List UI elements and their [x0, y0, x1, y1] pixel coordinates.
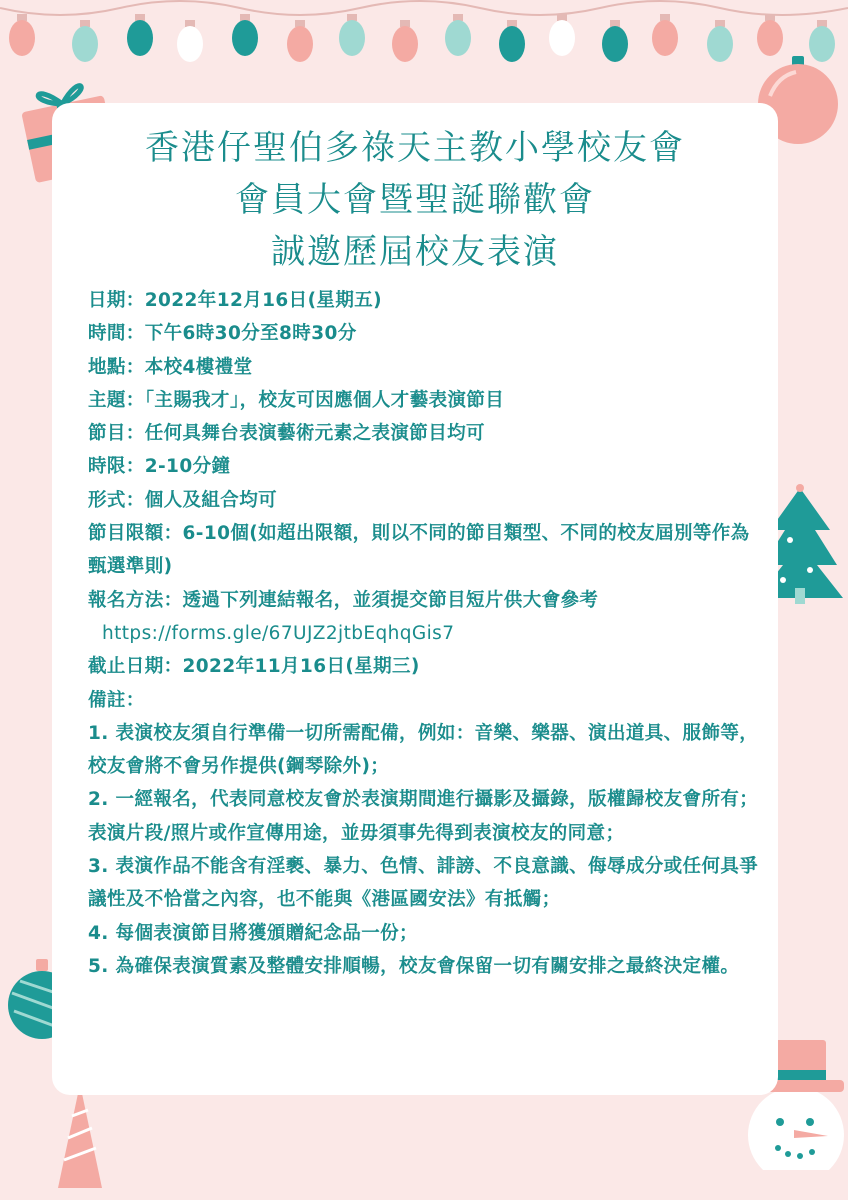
note-item-3: 3. 表演作品不能含有淫褻、暴力、色情、誹謗、不良意識、侮辱成分或任何具爭議性及不恰當之內容，也不能與《港區國安法》有抵觸；: [88, 856, 759, 911]
detail-signup: 報名方法：透過下列連結報名，並須提交節目短片供大會參考: [88, 589, 599, 611]
detail-theme: 主題：「主賜我才」，校友可因應個人才藝表演節目: [88, 389, 505, 411]
title-line-2: 會員大會暨聖誕聯歡會: [235, 180, 595, 220]
bulb-cap: [80, 20, 90, 27]
light-bulb: [232, 20, 258, 56]
detail-format: 形式：個人及組合均可: [88, 489, 278, 511]
light-bulb: [707, 26, 733, 62]
light-bulb: [339, 20, 365, 56]
bulb-cap: [295, 20, 305, 27]
detail-time: 時間：下午6時30分至8時30分: [88, 323, 357, 345]
light-bulb: [177, 26, 203, 62]
light-bulb: [9, 20, 35, 56]
bulb-cap: [817, 20, 827, 27]
event-details: [88, 284, 768, 983]
bulb-cap: [557, 14, 567, 21]
bulb-cap: [135, 14, 145, 21]
light-bulb: [287, 26, 313, 62]
bulb-cap: [453, 14, 463, 21]
detail-venue: 地點：本校4樓禮堂: [88, 356, 253, 378]
bulb-cap: [240, 14, 250, 21]
poster-title: [52, 122, 778, 278]
bulb-cap: [17, 14, 27, 21]
note-item-1: 1. 表演校友須自行準備一切所需配備，例如：音樂、樂器、演出道具、服飾等，校友會將不會另作提供(鋼琴除外)；: [88, 722, 759, 778]
bulb-cap: [660, 14, 670, 21]
light-bulb: [72, 26, 98, 62]
notes-heading: 備註：: [88, 689, 145, 711]
bulb-cap: [765, 14, 775, 21]
detail-duration: 時限：2-10分鐘: [88, 456, 231, 478]
bulb-cap: [715, 20, 725, 27]
bulb-cap: [185, 20, 195, 27]
title-line-3: 誠邀歷屆校友表演: [271, 232, 559, 272]
detail-program: 節目：任何具舞台表演藝術元素之表演節目均可: [88, 423, 485, 445]
bulb-cap: [610, 20, 620, 27]
signup-link[interactable]: https://forms.gle/67UJZ2jtbEqhqGis7: [102, 622, 455, 644]
note-item-4: 4. 每個表演節目將獲頒贈紀念品一份；: [88, 922, 418, 944]
light-bulb: [652, 20, 678, 56]
light-bulb: [602, 26, 628, 62]
note-item-2: 2. 一經報名，代表同意校友會於表演期間進行攝影及攝錄，版權歸校友會所有；表演片段/照片或作宣傳用途，並毋須事先得到表演校友的同意；: [88, 789, 759, 844]
light-bulb: [549, 20, 575, 56]
bulb-cap: [507, 20, 517, 27]
light-bulb: [392, 26, 418, 62]
title-line-1: 香港仔聖伯多祿天主教小學校友會: [145, 128, 685, 168]
light-bulb: [757, 20, 783, 56]
bulb-cap: [400, 20, 410, 27]
cone-tree-icon: [50, 1080, 110, 1200]
light-bulb: [499, 26, 525, 62]
christmas-lights-decoration: [0, 0, 848, 70]
detail-quota: 節目限額：6-10個(如超出限額，則以不同的節目類型、不同的校友屆別等作為甄選準則): [88, 523, 750, 578]
light-bulb: [127, 20, 153, 56]
light-bulb: [445, 20, 471, 56]
detail-date: 日期：2022年12月16日(星期五): [88, 290, 382, 311]
bulb-cap: [347, 14, 357, 21]
detail-deadline: 截止日期：2022年11月16日(星期三): [88, 656, 420, 678]
note-item-5: 5. 為確保表演質素及整體安排順暢，校友會保留一切有關安排之最終決定權。: [88, 955, 740, 977]
